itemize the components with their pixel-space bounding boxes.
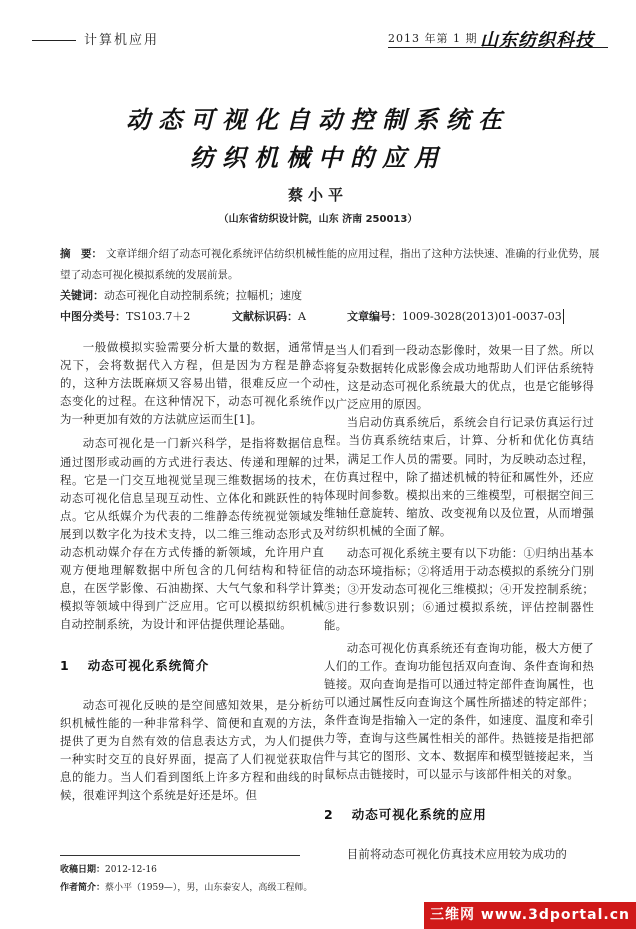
- paragraph: 动态可视化是一门新兴科学，是指将数据信息通过图形或动画的方式进行表达、传递和理解的过程。它是一门交互地视觉呈现三维数据场的技术，动态可视化信息呈现互动性、立体化和跳跃性的特点。它从纸媒介为代表的二维静态传统视觉领域发展到以数字化为技术支持，以二维三维动态形式及动态机动媒介存在方式传播的新领域，允许用户直观方便地理解数据中所包含的几何结构和特征信息，在医学影像、石油勘探、大气气象和科学计算模拟等领域中得到广泛应用。它可以模拟纺织机械自动控制系统，为设计和评估提供理论基础。: [60, 436, 324, 632]
- section-tag: [28, 32, 165, 50]
- section-dash: [32, 40, 76, 41]
- article-number: [347, 308, 562, 324]
- doc-code-label: 文献标识码：: [232, 310, 298, 323]
- abstract-label: 摘 要：: [60, 248, 102, 260]
- section-heading-2: [324, 805, 594, 823]
- keywords: [60, 287, 302, 303]
- article-title-line1: 动态可视化自动控制系统在: [126, 105, 510, 134]
- section-heading-1: [60, 656, 324, 674]
- clc-value: TS103.7＋2: [126, 310, 191, 323]
- author-bio: [60, 880, 312, 893]
- article-number-value: 1009-3028(2013)01-0037-03: [402, 310, 562, 323]
- clc-number: [60, 308, 190, 324]
- section-number: 2: [324, 807, 334, 823]
- abstract-text: 文章详细介绍了动态可视化系统评估纺织机械性能的应用过程，指出了这种方法快速、准确的行业优势，展望了动态可视化模拟系统的发展前景。: [60, 248, 600, 281]
- issue-number: 2013 年第 1 期: [388, 32, 478, 45]
- paragraph: 是当人们看到一段动态影像时，效果一目了然。所以将复杂数据转化成影像会成功地帮助人们评估系统特性，这是动态可视化系统最大的优点，也是它能够得以广泛应用的原因。: [324, 343, 594, 412]
- clc-label: 中图分类号：: [60, 310, 126, 323]
- received-value: 2012-12-16: [105, 865, 157, 875]
- document-code: [232, 308, 306, 324]
- paragraph: 目前将动态可视化仿真技术应用较为成功的: [346, 847, 568, 862]
- text-cursor: [563, 309, 564, 324]
- doc-code-value: A: [298, 310, 306, 323]
- keywords-text: 动态可视化自动控制系统；拉幅机；速度: [104, 289, 302, 302]
- article-title-line2: 纺织机械中的应用: [190, 143, 446, 172]
- section-number: 1: [60, 657, 70, 673]
- paragraph: 动态可视化系统主要有以下功能：①归纳出基本的动态环境指标；②将适用于动态模拟的系统分门别类；③开发动态可视化三维模拟；④开发控制系统；⑤进行参数识别；⑥通过模拟系统，评估控制器性能。: [324, 546, 594, 633]
- received-label: 收稿日期：: [60, 865, 106, 875]
- site-watermark: 三维网 www.3dportal.cn: [424, 902, 636, 929]
- paragraph: 当启动仿真系统后，系统会自行记录仿真运行过程。当仿真系统结束后，计算、分析和优化仿真结果，满足工作人员的需要。同时，为反映动态过程，在仿真过程中，除了描述机械的特征和属性外，还应体现时间参数。模拟出来的三维模型，可根据空间三维轴任意旋转、缩放、改变视角以及位置，从而增强对纺织机械的全面了解。: [324, 415, 594, 538]
- paragraph: 一般做模拟实验需要分析大量的数据，通常情况下，会将数据代入方程，但是因为方程是静态的，这种方法既麻烦又容易出错，很难反应一个动态变化的过程。在这种情况下，动态可视化系统作为一种更加有效的方法就应运而生[1]。: [60, 340, 324, 427]
- section-title: 动态可视化系统简介: [87, 657, 210, 673]
- article-number-label: 文章编号：: [347, 310, 402, 323]
- paragraph: 动态可视化仿真系统还有查询功能，极大方便了人们的工作。查询功能包括双向查询、条件查询和热链接。双向查询是指可以通过特定部件查询属性，也可以通过属性反向查询这个属性所描述的特定部件；条件查询是指输入一定的条件，如速度、温度和牵引力等，查询与这些属性相关的部件。热链接是指把部件与其它的图形、文本、数据库和模型链接起来，当鼠标点击链接时，可以显示与该部件相关的对象。: [324, 640, 594, 782]
- keywords-label: 关键词：: [60, 289, 104, 302]
- left-column: [60, 338, 324, 804]
- author-affiliation: （山东省纺织设计院，山东 济南 250013）: [218, 214, 418, 225]
- section-title: 动态可视化系统的应用: [351, 807, 487, 823]
- footnote-rule: [60, 855, 300, 856]
- author-bio-label: 作者简介：: [60, 883, 106, 893]
- abstract: [60, 244, 600, 286]
- author-name: 蔡小平: [287, 186, 348, 204]
- right-column: [324, 341, 594, 863]
- journal-logo: 山东纺织科技: [480, 30, 594, 51]
- received-date: [60, 862, 157, 875]
- section-label: 计算机应用: [84, 33, 160, 48]
- author-bio-value: 蔡小平（1959—），男，山东泰安人，高级工程师。: [105, 883, 313, 893]
- paragraph: 动态可视化反映的是空间感知效果，是分析纺织机械性能的一种非常科学、简便和直观的方法，提供了更为自然有效的信息表达方式，为人们提供一种实时交互的良好界面，提高了人们视觉获取信息的能力。当人们看到图纸上许多方程和曲线的时候，很难评判这个系统是好还是坏。但: [60, 697, 324, 802]
